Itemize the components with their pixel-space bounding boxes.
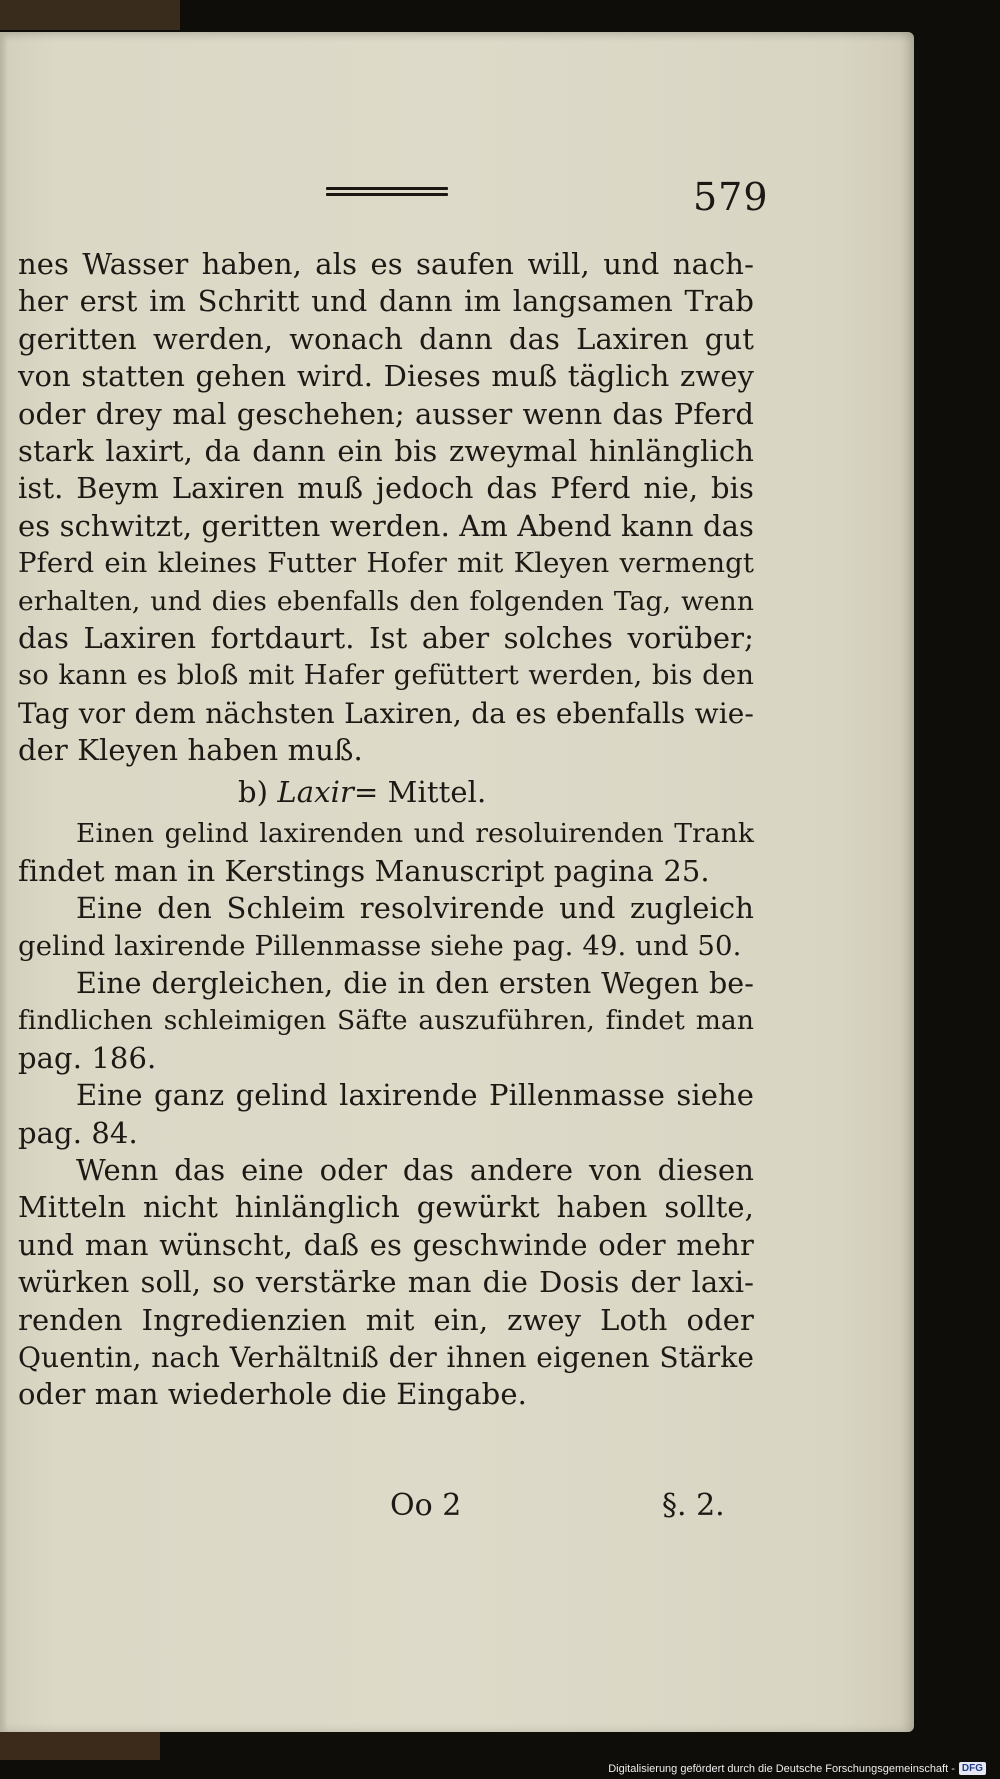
header-double-rule <box>326 187 448 197</box>
page-number: 579 <box>693 175 769 219</box>
header-rule-line <box>326 187 448 190</box>
text-line: Eine den Schleim resolvirende und zugleich <box>76 891 754 926</box>
text-line: pag. 186. <box>18 1040 157 1075</box>
text-line: Pferd ein kleines Futter Hofer mit Kleyen vermengt <box>18 547 754 580</box>
text-line: es schwitzt, geritten werden. Am Abend kann das <box>18 508 754 543</box>
section-paragraphs <box>18 815 754 1413</box>
text-line: nes Wasser haben, als es saufen will, und nach- <box>18 247 754 281</box>
text-line: erhalten, und dies ebenfalls den folgenden Tag, wenn <box>18 585 754 617</box>
catchword: §. 2. <box>662 1488 725 1523</box>
text-line: und man wünscht, daß es geschwinde oder mehr <box>18 1227 754 1262</box>
paragraph-continued <box>18 246 754 769</box>
text-line: gelind laxirende Pillenmasse siehe pag. 49. und 50. <box>18 929 742 962</box>
text-line: so kann es bloß mit Hafer gefüttert werden, bis den <box>18 659 754 692</box>
text-line: Wenn das eine oder das andere von diesen <box>76 1152 754 1187</box>
dfg-logo: DFG <box>959 1762 986 1775</box>
body-text <box>18 246 754 1414</box>
text-line: findlichen schleimigen Säfte auszuführen, findet man <box>18 1005 754 1037</box>
binding-strip-top <box>0 0 180 30</box>
text-line: Einen gelind laxirenden und resoluirenden Trank <box>76 818 754 850</box>
text-line: oder drey mal geschehen; ausser wenn das Pferd <box>18 396 754 431</box>
text-line: Tag vor dem nächsten Laxiren, da es ebenfalls wie- <box>18 696 754 730</box>
text-line: geritten werden, wonach dann das Laxiren gut <box>18 321 754 356</box>
section-heading <box>18 769 754 815</box>
text-line: her erst im Schritt und dann im langsamen Trab <box>18 284 754 319</box>
header-rule-line <box>326 193 448 196</box>
signature-mark: Oo 2 <box>390 1488 462 1523</box>
text-line: der Kleyen haben muß. <box>18 733 363 768</box>
text-line: renden Ingredienzien mit ein, zwey Loth oder <box>18 1302 754 1337</box>
credit-text: Digitalisierung gefördert durch die Deutsche Forschungsgemeinschaft - <box>608 1762 955 1775</box>
text-line: pag. 84. <box>18 1115 138 1150</box>
text-line: Eine dergleichen, die in den ersten Wegen be- <box>76 967 754 1001</box>
text-line: findet man in Kerstings Manuscript pagina 25. <box>18 853 710 888</box>
text-line: von statten gehen wird. Dieses muß täglich zwey <box>18 359 754 394</box>
heading-italic: Laxir <box>277 775 354 810</box>
text-line: Quentin, nach Verhältniß der ihnen eigenen Stärke <box>18 1340 754 1374</box>
heading-suffix: = Mittel. <box>353 775 487 810</box>
heading-prefix: b) <box>238 775 269 810</box>
text-line: stark laxirt, da dann ein bis zweymal hinlänglich <box>18 433 754 468</box>
text-line: Eine ganz gelind laxirende Pillenmasse siehe <box>76 1078 754 1113</box>
text-line: Mitteln nicht hinlänglich gewürkt haben sollte, <box>18 1190 754 1225</box>
text-line: das Laxiren fortdaurt. Ist aber solches vorüber; <box>18 620 754 655</box>
text-line: würken soll, so verstärke man die Dosis der laxi- <box>18 1265 754 1300</box>
text-line: oder man wiederhole die Eingabe. <box>18 1377 527 1412</box>
digitization-credit <box>608 1762 986 1775</box>
text-line: ist. Beym Laxiren muß jedoch das Pferd nie, bis <box>18 471 754 506</box>
page-gutter-shadow <box>0 32 8 1732</box>
